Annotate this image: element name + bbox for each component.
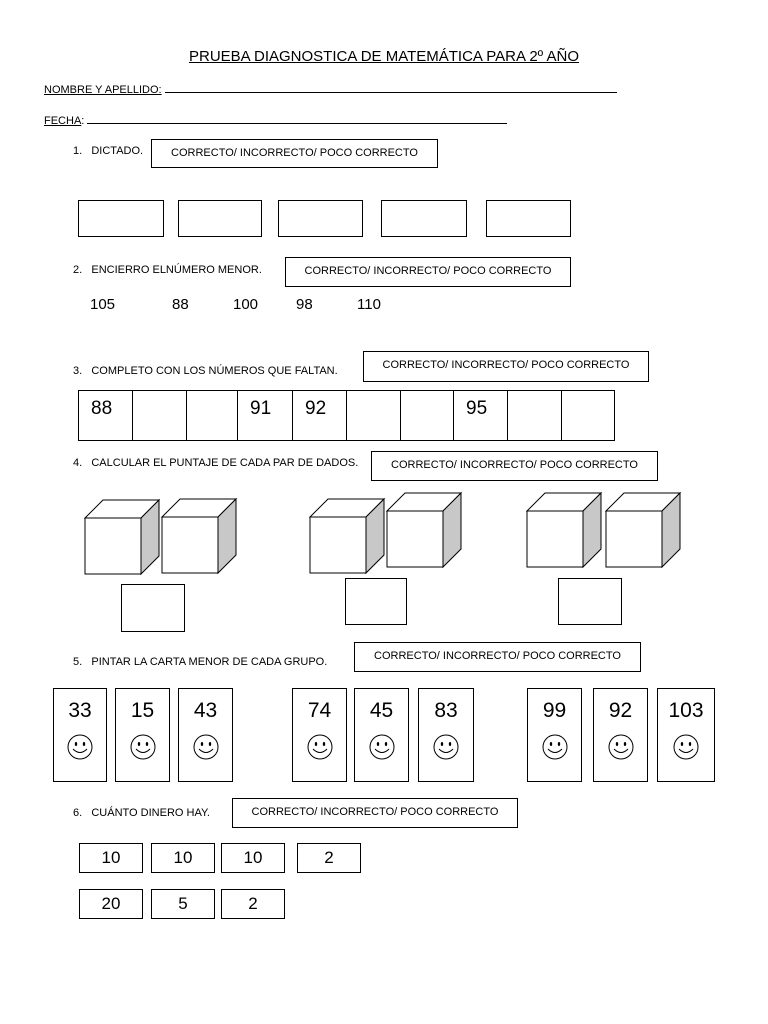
smiley-icon (191, 733, 221, 761)
question-text: DICTADO. (91, 145, 144, 157)
dictation-box[interactable] (78, 200, 164, 237)
date-label: FECHA (44, 115, 82, 127)
die-icon (606, 493, 680, 567)
number-card[interactable] (418, 688, 474, 782)
smiley-icon (367, 733, 397, 761)
smiley-icon (305, 733, 335, 761)
money-note: 10 (79, 843, 143, 873)
dice-illustrations (0, 485, 768, 580)
question-6 (73, 807, 210, 819)
question-text: PINTAR LA CARTA MENOR DE CADA GRUPO. (91, 656, 328, 668)
dictation-box[interactable] (178, 200, 262, 237)
question-2 (73, 264, 262, 276)
smiley-icon (128, 733, 158, 761)
dictation-box[interactable] (278, 200, 363, 237)
page-title: PRUEBA DIAGNOSTICA DE MATEMÁTICA PARA 2º AÑO (188, 48, 579, 65)
die-icon (310, 499, 384, 573)
smiley-icon (431, 733, 461, 761)
number-sequence-strip (78, 390, 615, 441)
grade-box-5: CORRECTO/ INCORRECTO/ POCO CORRECTO (354, 642, 641, 672)
card-value: 15 (130, 699, 155, 722)
grade-box-2: CORRECTO/ INCORRECTO/ POCO CORRECTO (285, 257, 571, 287)
card-value: 92 (608, 699, 633, 722)
sequence-cell[interactable] (401, 391, 454, 440)
card-value: 103 (668, 699, 704, 722)
number-card[interactable] (178, 688, 233, 782)
question-number: 6. (73, 807, 83, 819)
dictation-box[interactable] (486, 200, 571, 237)
smiley-icon (606, 733, 636, 761)
die-icon (85, 500, 159, 574)
question-number: 1. (73, 145, 83, 157)
sequence-cell[interactable] (508, 391, 562, 440)
number-card[interactable] (115, 688, 170, 782)
name-field (44, 83, 617, 96)
question-text: ENCIERRO ELNÚMERO MENOR. (91, 264, 262, 276)
number-option[interactable]: 110 (357, 296, 381, 313)
dice-sum-box[interactable] (345, 578, 407, 625)
question-text: COMPLETO CON LOS NÚMEROS QUE FALTAN. (91, 365, 338, 377)
sequence-cell[interactable] (187, 391, 238, 440)
question-5 (73, 656, 327, 668)
card-value: 83 (434, 699, 458, 722)
money-note: 10 (151, 843, 215, 873)
die-icon (527, 493, 601, 567)
dictation-box[interactable] (381, 200, 467, 237)
card-value: 74 (307, 699, 332, 722)
number-card[interactable] (53, 688, 107, 782)
money-note: 2 (297, 843, 361, 873)
number-option[interactable]: 100 (233, 296, 259, 313)
number-card[interactable] (593, 688, 648, 782)
sequence-cell: 92 (293, 391, 347, 440)
question-number: 3. (73, 365, 83, 377)
card-value: 43 (193, 699, 218, 722)
sequence-cell: 95 (454, 391, 508, 440)
number-option[interactable]: 88 (172, 296, 189, 313)
name-input-line[interactable] (165, 83, 617, 93)
money-note: 2 (221, 889, 285, 919)
sequence-cell: 91 (238, 391, 293, 440)
money-note: 20 (79, 889, 143, 919)
number-card[interactable] (354, 688, 409, 782)
dice-sum-box[interactable] (558, 578, 622, 625)
money-note: 5 (151, 889, 215, 919)
money-note: 10 (221, 843, 285, 873)
sequence-cell[interactable] (347, 391, 401, 440)
card-value: 33 (68, 699, 92, 722)
grade-box-4: CORRECTO/ INCORRECTO/ POCO CORRECTO (371, 451, 658, 481)
question-1 (73, 145, 143, 157)
name-label: NOMBRE Y APELLIDO: (44, 84, 162, 96)
question-3 (73, 365, 338, 377)
dice-sum-box[interactable] (121, 584, 185, 632)
question-number: 4. (73, 457, 83, 469)
question-text: CUÁNTO DINERO HAY. (91, 807, 210, 819)
smiley-icon (671, 733, 701, 761)
number-option[interactable]: 98 (296, 296, 313, 313)
die-icon (162, 499, 236, 573)
question-number: 5. (73, 656, 83, 668)
number-card[interactable] (292, 688, 347, 782)
card-value: 99 (542, 699, 567, 722)
date-input-line[interactable] (87, 114, 507, 124)
question-text: CALCULAR EL PUNTAJE DE CADA PAR DE DADOS. (91, 457, 359, 469)
number-card[interactable] (527, 688, 582, 782)
question-4 (73, 457, 358, 469)
card-value: 45 (369, 699, 394, 722)
sequence-cell[interactable] (133, 391, 187, 440)
question-number: 2. (73, 264, 83, 276)
grade-box-3: CORRECTO/ INCORRECTO/ POCO CORRECTO (363, 351, 649, 382)
date-field: FECHA: (44, 114, 507, 127)
sequence-cell[interactable] (562, 391, 614, 440)
grade-box-1: CORRECTO/ INCORRECTO/ POCO CORRECTO (151, 139, 438, 168)
number-option[interactable]: 105 (90, 296, 116, 313)
die-icon (387, 493, 461, 567)
number-card[interactable] (657, 688, 715, 782)
smiley-icon (65, 733, 95, 761)
grade-box-6: CORRECTO/ INCORRECTO/ POCO CORRECTO (232, 798, 518, 828)
smiley-icon (540, 733, 570, 761)
sequence-cell: 88 (79, 391, 133, 440)
